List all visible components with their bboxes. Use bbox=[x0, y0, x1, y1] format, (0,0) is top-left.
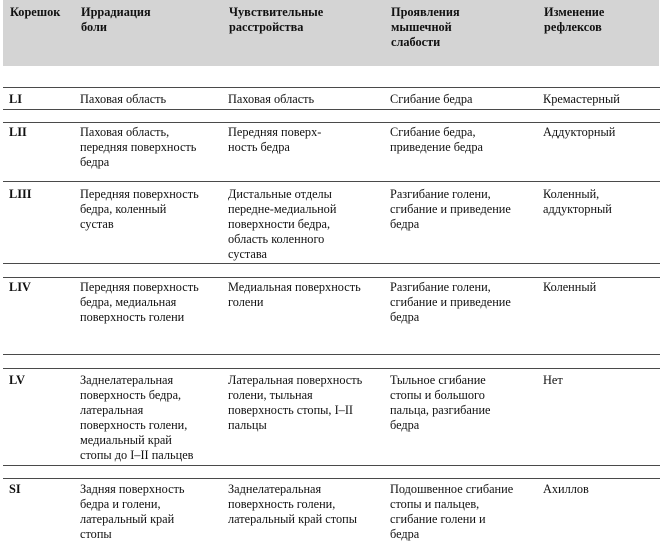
header-muscle-weakness: Проявления мышечной слабости bbox=[391, 5, 460, 49]
row-pain: Передняя поверхность бедра, медиальная поверхность голени bbox=[80, 280, 199, 324]
row-root: LIII bbox=[9, 187, 32, 201]
row-pain: Заднелатеральная поверхность бедра, латеральная поверхность голени, медиальный край стопы до I–II пальцев bbox=[80, 373, 194, 462]
row-sensory: Дистальные отделы передне-медиальной поверхности бедра, область коленного сустава bbox=[228, 187, 337, 261]
row-divider bbox=[3, 277, 660, 278]
row-weakness: Сгибание бедра, приведение бедра bbox=[390, 125, 484, 154]
header-sensory-disorders: Чувствительные расстройства bbox=[229, 5, 324, 34]
row-divider bbox=[3, 368, 660, 369]
row-root: LI bbox=[9, 92, 22, 106]
row-sensory: Медиальная поверхность голени bbox=[228, 280, 361, 309]
row-divider bbox=[3, 181, 660, 182]
row-divider bbox=[3, 263, 660, 264]
row-sensory: Латеральная поверхность голени, тыльная поверхность стопы, I–II пальцы bbox=[228, 373, 363, 432]
row-divider bbox=[3, 478, 660, 479]
row-weakness: Разгибание голени, сгибание и приведение бедра bbox=[390, 280, 511, 324]
row-weakness: Тыльное сгибание стопы и большого пальца, разгибание бедра bbox=[390, 373, 491, 432]
header-reflex-changes: Изменение рефлексов bbox=[544, 5, 605, 34]
row-pain: Паховая область, передняя поверхность бедра bbox=[80, 125, 197, 169]
row-pain: Задняя поверхность бедра и голени, латеральный край стопы bbox=[80, 482, 185, 541]
row-sensory: Передняя поверх- ность бедра bbox=[228, 125, 322, 154]
row-root: SI bbox=[9, 482, 21, 496]
row-pain: Паховая область bbox=[80, 92, 167, 106]
row-sensory: Заднелатеральная поверхность голени, латеральный край стопы bbox=[228, 482, 357, 526]
row-reflex: Коленный bbox=[543, 280, 597, 294]
table-header bbox=[3, 0, 659, 66]
row-weakness: Разгибание голени, сгибание и приведение бедра bbox=[390, 187, 511, 231]
row-reflex: Аддукторный bbox=[543, 125, 616, 139]
row-root: LV bbox=[9, 373, 25, 387]
row-reflex: Ахиллов bbox=[543, 482, 589, 496]
row-weakness: Подошвенное сгибание стопы и пальцев, сгибание голени и бедра bbox=[390, 482, 514, 541]
row-reflex: Коленный, аддукторный bbox=[543, 187, 612, 216]
row-weakness: Сгибание бедра bbox=[390, 92, 473, 106]
row-pain: Передняя поверхность бедра, коленный сустав bbox=[80, 187, 199, 231]
header-pain-irradiation: Иррадиация боли bbox=[81, 5, 151, 34]
header-root: Корешок bbox=[10, 5, 61, 19]
row-root: LII bbox=[9, 125, 27, 139]
row-reflex: Кремастерный bbox=[543, 92, 620, 106]
row-sensory: Паховая область bbox=[228, 92, 315, 106]
row-reflex: Нет bbox=[543, 373, 563, 387]
row-divider bbox=[3, 87, 660, 88]
row-divider bbox=[3, 354, 660, 355]
row-divider bbox=[3, 465, 660, 466]
row-divider bbox=[3, 109, 660, 110]
row-divider bbox=[3, 122, 660, 123]
row-root: LIV bbox=[9, 280, 31, 294]
